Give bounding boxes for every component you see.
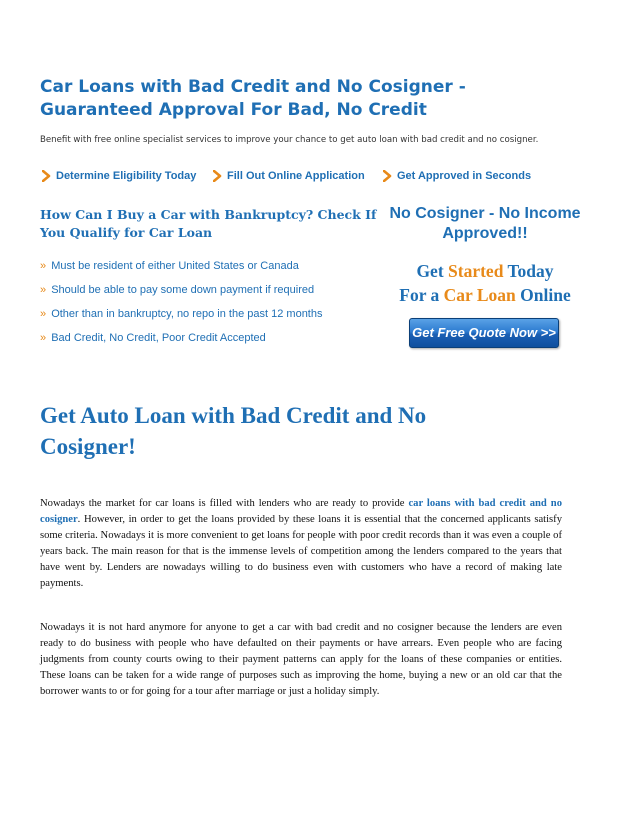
article-paragraph-2: Nowadays it is not hard anymore for anyone to get a car with bad credit and no cosigner because the lenders are even ready to do business with people who have defaulted on their payments or have arrears. Even people who are facing judgments from county courts owing to their payment patterns can apply for the loans of these companies or entities. These loans can be taken for a wide range of purposes such as improving the home, buying a new or an old car that the borrower wants to or for going for a tour after marriage or just a holiday simply. (40, 622, 562, 697)
chevron-right-icon (213, 170, 223, 182)
no-cosigner-banner: No Cosigner - No Income Approved!! (389, 205, 581, 242)
step-fill-application[interactable] (213, 170, 365, 182)
cta-line-1: Get Started Today (416, 261, 554, 281)
bullet-icon: » (40, 260, 47, 272)
step-get-approved[interactable] (383, 170, 531, 182)
cta-line-2: For a Car Loan Online (399, 285, 571, 305)
page-subtitle: Benefit with free online specialist services to improve your chance to get auto loan with bad credit and no cosigner. (40, 135, 539, 145)
get-free-quote-button[interactable]: Get Free Quote Now >> (409, 318, 559, 348)
list-item: » Should be able to pay some down payment if required (40, 284, 315, 296)
bankruptcy-heading: How Can I Buy a Car with Bankruptcy? Check If You Qualify for Car Loan (40, 207, 377, 240)
step-label: Determine Eligibility Today (56, 170, 197, 182)
list-item: » Other than in bankruptcy, no repo in the past 12 months (40, 308, 323, 320)
article-paragraph-1: Nowadays the market for car loans is filled with lenders who are ready to provide car loans with bad credit and no cosigner. However, in order to get the loans provided by these loans it is essential that the concerned applicants satisfy some criteria. Nowadays it is more convenient to get loans for people with poor credit records than it was even a couple of years back. The main reason for that is the immense levels of competition among the lenders compared to the years that have went by. Lenders are nowadays willing to do business even with customers who have a record of making late payments. (40, 498, 562, 589)
cta-text (385, 259, 585, 307)
article-heading: Get Auto Loan with Bad Credit and No Cosigner! (40, 403, 427, 459)
step-label: Get Approved in Seconds (397, 170, 532, 182)
step-label: Fill Out Online Application (227, 170, 365, 182)
bullet-icon: » (40, 332, 47, 344)
chevron-right-icon (383, 170, 393, 182)
list-item: » Bad Credit, No Credit, Poor Credit Accepted (40, 332, 266, 344)
chevron-right-icon (42, 170, 52, 182)
requirements-list (40, 259, 380, 355)
page-title: Car Loans with Bad Credit and No Cosigner - Guaranteed Approval For Bad, No Credit (40, 77, 466, 120)
step-determine-eligibility[interactable] (42, 170, 196, 182)
list-item: » Must be resident of either United States or Canada (40, 260, 299, 272)
keyword-link[interactable]: car loans with bad credit and no cosigner (40, 498, 562, 525)
bullet-icon: » (40, 308, 47, 320)
bullet-icon: » (40, 284, 47, 296)
